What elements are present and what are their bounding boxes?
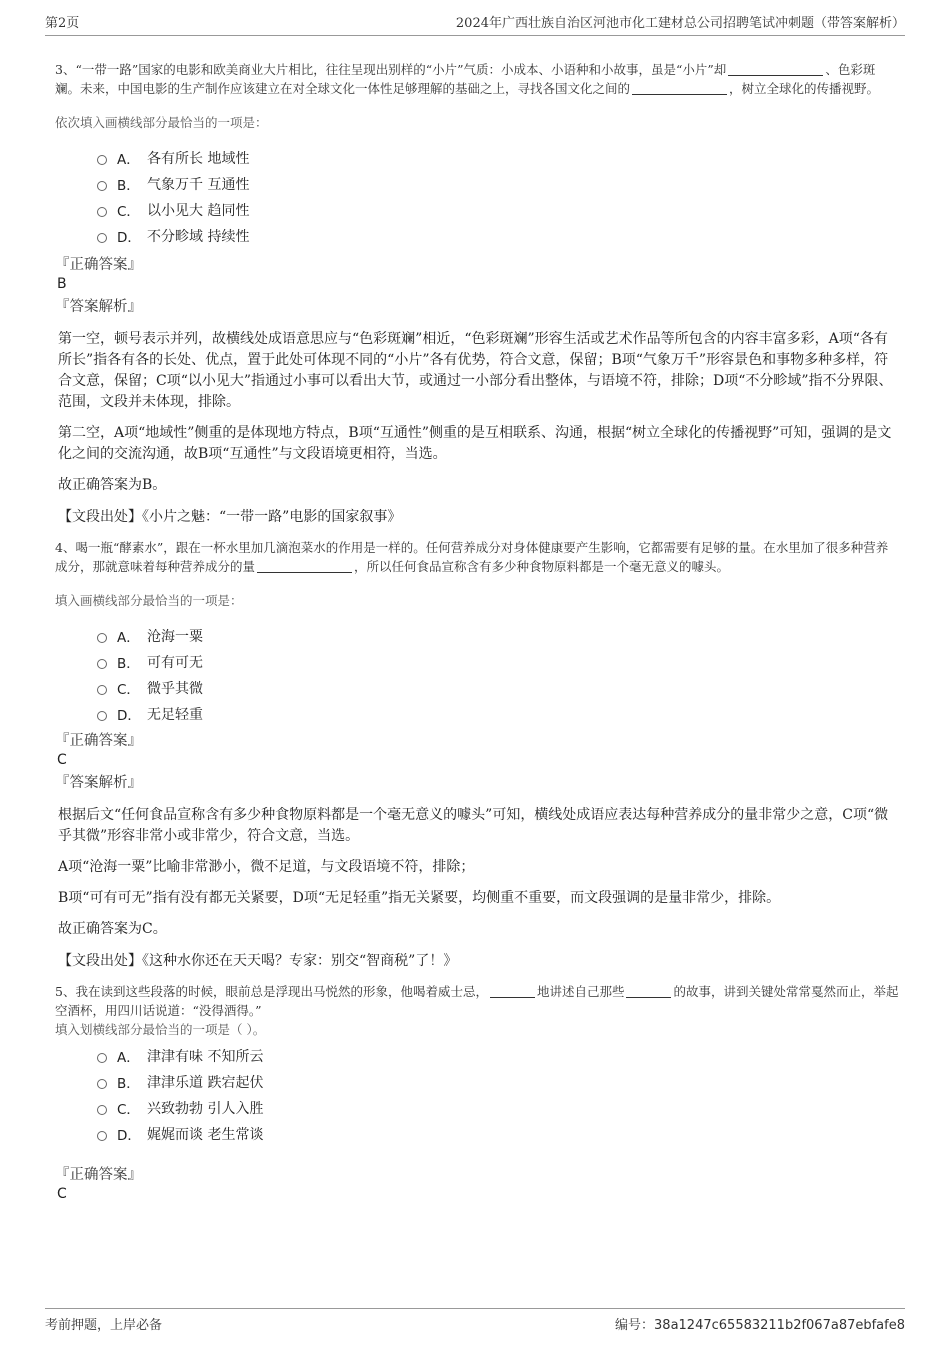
radio-icon[interactable]: [97, 633, 107, 643]
source-citation: 【文段出处】《这种水你还在天天喝？专家：别交“智商税”了！》: [58, 953, 458, 969]
correct-answer: C: [57, 752, 67, 768]
blank-line: [632, 81, 727, 95]
question-5: [55, 982, 900, 1203]
document-id: 编号：38a1247c65583211b2f067a87ebfafe8: [615, 1318, 905, 1333]
option-b[interactable]: B． 可有可无: [55, 649, 900, 675]
option-a[interactable]: A． 沧海一粟: [55, 623, 900, 649]
option-c[interactable]: C． 兴致勃勃 引人入胜: [55, 1095, 900, 1121]
correct-answer: C: [57, 1186, 67, 1202]
question-3: [55, 60, 900, 528]
question-instruction: 填入画横线部分最恰当的一项是：: [55, 593, 243, 608]
radio-icon[interactable]: [97, 207, 107, 217]
radio-icon[interactable]: [97, 1053, 107, 1063]
option-c[interactable]: C． 微乎其微: [55, 675, 900, 701]
analysis-paragraph: 根据后文“任何食品宣称含有多少种食物原料都是一个毫无意义的噱头”可知，横线处成语应表达每种营养成分的量非常少之意，C项“微乎其微”形容非常小或非常少，符合文意，当选。: [58, 807, 889, 844]
radio-icon[interactable]: [97, 1079, 107, 1089]
question-4: [55, 538, 900, 972]
option-d[interactable]: D． 无足轻重: [55, 701, 900, 727]
page-header: [45, 12, 905, 36]
blank-line: [490, 984, 535, 998]
answer-label: 『正确答案』: [55, 733, 142, 749]
question-instruction: 填入划横线部分最恰当的一项是（ ）。: [55, 1022, 266, 1037]
radio-icon[interactable]: [97, 1131, 107, 1141]
radio-icon[interactable]: [97, 155, 107, 165]
blank-line: [626, 984, 671, 998]
correct-answer: B: [57, 276, 67, 292]
page-number: 第2页: [45, 16, 80, 31]
blank-line: [728, 62, 823, 76]
radio-icon[interactable]: [97, 685, 107, 695]
option-a[interactable]: A． 津津有味 不知所云: [55, 1043, 900, 1069]
option-list: [55, 1043, 900, 1147]
blank-line: [257, 559, 352, 573]
option-d[interactable]: D． 不分畛域 持续性: [55, 223, 900, 249]
question-stem: 5、我在读到这些段落的时候，眼前总是浮现出马悦然的形象，他喝着威士忌， 地讲述自己那些 的故事，讲到关键处常常戛然而止，举起空酒杯，用四川话说道：“没得酒得。”: [55, 984, 899, 1018]
analysis-conclusion: 故正确答案为C。: [58, 921, 167, 937]
radio-icon[interactable]: [97, 711, 107, 721]
analysis-label: 『答案解析』: [55, 299, 142, 315]
content: [55, 60, 900, 1203]
radio-icon[interactable]: [97, 233, 107, 243]
analysis-paragraph: B项“可有可无”指有没有都无关紧要，D项“无足轻重”指无关紧要，均侧重不重要，而文段强调的是量非常少，排除。: [58, 890, 781, 906]
analysis-conclusion: 故正确答案为B。: [58, 477, 167, 493]
analysis-paragraph: A项“沧海一粟”比喻非常渺小，微不足道，与文段语境不符，排除；: [58, 859, 475, 875]
answer-label: 『正确答案』: [55, 257, 142, 273]
option-list: [55, 145, 900, 249]
document-title: 2024年广西壮族自治区河池市化工建材总公司招聘笔试冲刺题（带答案解析）: [455, 16, 905, 31]
analysis-paragraph: 第二空，A项“地域性”侧重的是体现地方特点，B项“互通性”侧重的是互相联系、沟通，根据“树立全球化的传播视野”可知，强调的是文化之间的交流沟通，故B项“互通性”与文段语境更相符，当选。: [58, 425, 892, 462]
question-stem: 3、“一带一路”国家的电影和欧美商业大片相比，往往呈现出别样的“小片”气质：小成本、小语种和小故事，虽是“小片”却 、色彩斑斓。未来，中国电影的生产制作应该建立在对全球文化一体性足够理解的基础之上，寻找各国文化之间的 ，树立全球化的传播视野。: [55, 62, 880, 96]
answer-label: 『正确答案』: [55, 1167, 142, 1183]
analysis-label: 『答案解析』: [55, 775, 142, 791]
radio-icon[interactable]: [97, 1105, 107, 1115]
option-c[interactable]: C． 以小见大 趋同性: [55, 197, 900, 223]
question-instruction: 依次填入画横线部分最恰当的一项是：: [55, 115, 268, 130]
option-b[interactable]: B． 气象万千 互通性: [55, 171, 900, 197]
footer-slogan: 考前押题，上岸必备: [45, 1318, 163, 1333]
radio-icon[interactable]: [97, 181, 107, 191]
option-a[interactable]: A． 各有所长 地域性: [55, 145, 900, 171]
option-b[interactable]: B． 津津乐道 跌宕起伏: [55, 1069, 900, 1095]
option-list: [55, 623, 900, 727]
question-stem: 4、喝一瓶“酵素水”，跟在一杯水里加几滴泡菜水的作用是一样的。任何营养成分对身体健康要产生影响，它都需要有足够的量。在水里加了很多种营养成分，那就意味着每种营养成分的量 ，所以任何食品宣称含有多少种食物原料都是一个毫无意义的噱头。: [55, 540, 889, 574]
option-d[interactable]: D． 娓娓而谈 老生常谈: [55, 1121, 900, 1147]
source-citation: 【文段出处】《小片之魅：“一带一路”电影的国家叙事》: [58, 509, 402, 525]
analysis-paragraph: 第一空，顿号表示并列，故横线处成语意思应与“色彩斑斓”相近，“色彩斑斓”形容生活或艺术作品等所包含的内容丰富多彩，A项“各有所长”指各有各的长处、优点，置于此处可体现不同的“小片”各有优势，符合文意，保留；B项“气象万千”形容景色和事物多种多样，符合文意，保留；C项“以小见大”指通过小事可以看出大节，或通过一小部分看出整体，与语境不符，排除；D项“不分畛域”指不分界限、范围，文段并未体现，排除。: [58, 331, 893, 410]
radio-icon[interactable]: [97, 659, 107, 669]
page-footer: [45, 1308, 905, 1333]
